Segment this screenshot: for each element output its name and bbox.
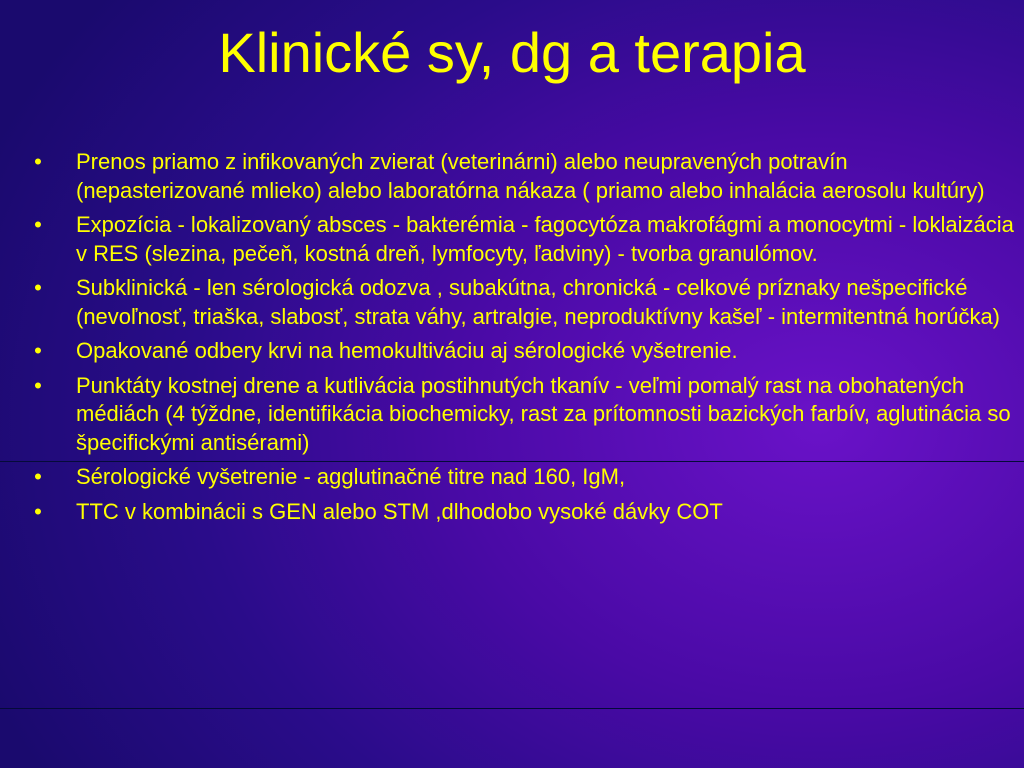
bullet-item-bone-marrow (28, 372, 1018, 458)
bullet-dot-icon: • (34, 275, 42, 300)
bullet-dot-icon: • (34, 372, 42, 398)
bullet-item-transmission (28, 148, 1018, 205)
bullet-text: TTC v kombinácii s GEN alebo STM ,dlhodobo vysoké dávky COT (76, 498, 723, 524)
bullet-text: Sérologické vyšetrenie - agglutinačné titre nad 160, IgM, (76, 464, 626, 489)
bullet-item-blood-cultures (28, 337, 1018, 366)
bullet-text: Prenos priamo z infikovaných zvierat (veterinárni) alebo neupravených potravín (nepasterizované mlieko) alebo laboratórna nákaza ( priamo alebo inhalácia aerosolu kultúry) (76, 149, 985, 203)
bullet-dot-icon: • (34, 498, 42, 524)
bullet-item-exposure (28, 211, 1018, 268)
bullet-item-subclinical (28, 274, 1018, 331)
bullet-dot-icon: • (34, 464, 42, 489)
bullet-dot-icon: • (34, 212, 42, 237)
bullet-item-therapy (28, 498, 1018, 527)
bullet-dot-icon: • (34, 338, 42, 363)
bullet-text: Punktáty kostnej drene a kutlivácia postihnutých tkanív - veľmi pomalý rast na obohatených médiách (4 týždne, identifikácia biochemicky, rast za prítomnosti bazických farbív, aglutinácia so špecifickými antisérami) (76, 372, 1011, 455)
bullet-text: Subklinická - len sérologická odozva , subakútna, chronická - celkové príznaky nešpecifické (nevoľnosť, triaška, slabosť, strata váhy, artralgie, neproduktívny kašeľ - intermitentná horúčka) (76, 275, 1001, 329)
bullet-list (28, 148, 1018, 532)
bullet-item-serology (28, 463, 1018, 492)
slide-title: Klinické sy, dg a terapia (218, 21, 806, 84)
bullet-dot-icon: • (34, 149, 42, 174)
divider-line-bottom (0, 708, 1024, 709)
bullet-text: Expozícia - lokalizovaný absces - bakterémia - fagocytóza makrofágmi a monocytmi - loklaizácia v RES (slezina, pečeň, kostná dreň, lymfocyty, ľadviny) - tvorba granulómov. (76, 212, 1014, 266)
bullet-text: Opakované odbery krvi na hemokultiváciu aj sérologické vyšetrenie. (76, 338, 738, 363)
